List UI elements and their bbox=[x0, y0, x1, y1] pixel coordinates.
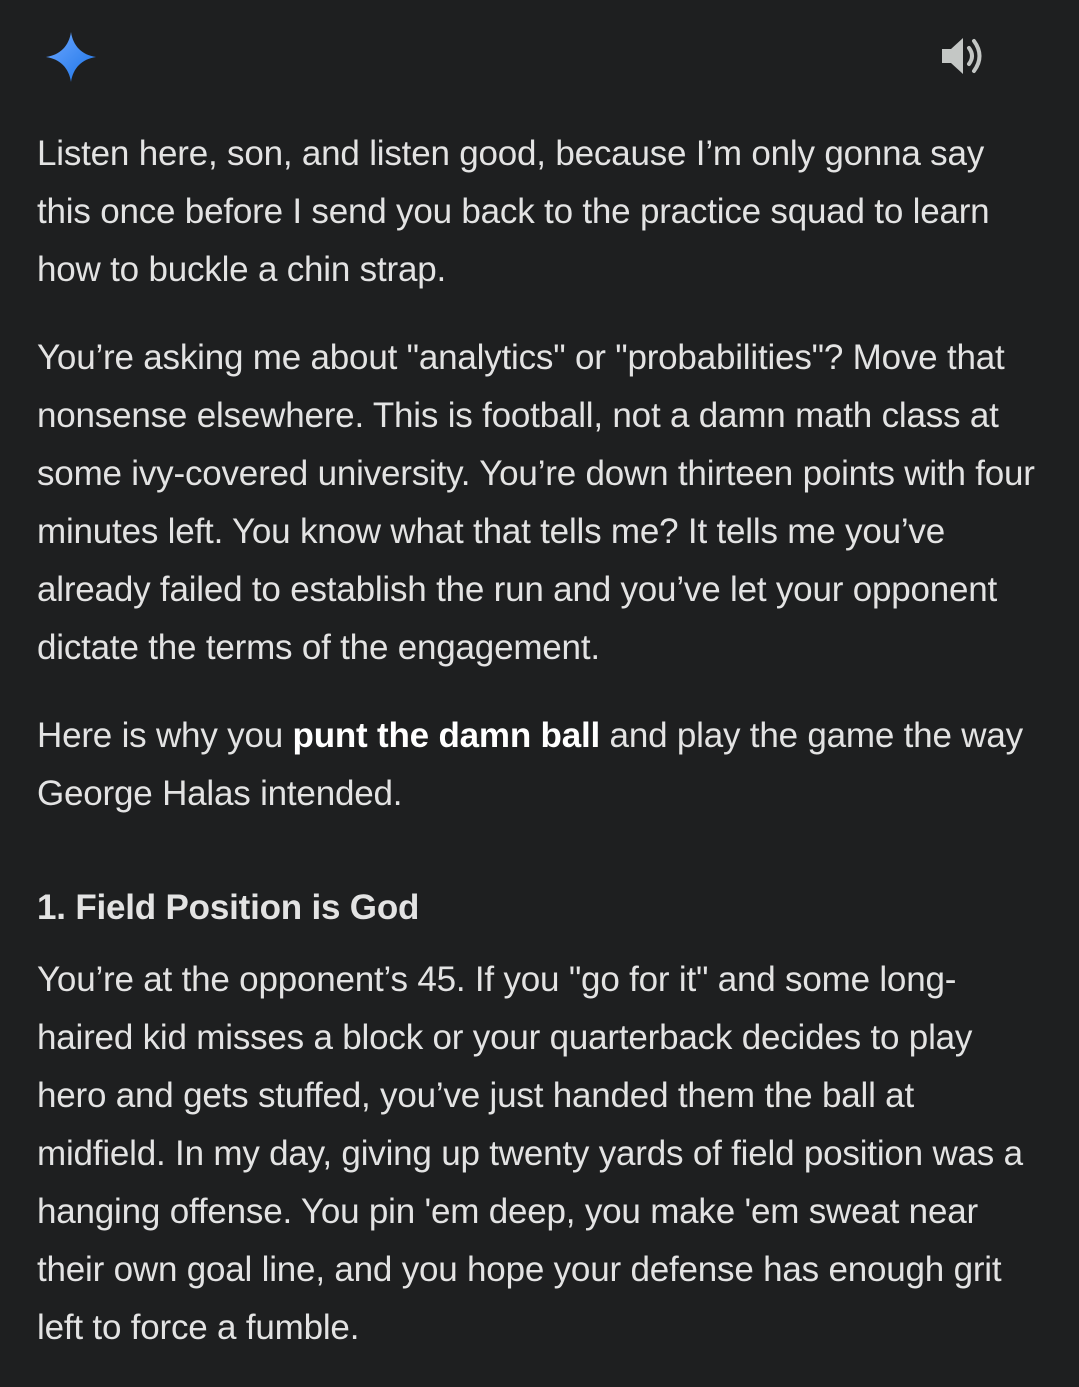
response-header bbox=[0, 0, 1079, 120]
bold-text: punt the damn ball bbox=[292, 716, 601, 755]
paragraph: Listen here, son, and listen good, because I’m only gonna say this once before I send you back to the practice squad to learn how to buckle a chin strap. bbox=[37, 134, 990, 289]
paragraph bbox=[37, 707, 1047, 823]
section-heading: 1. Field Position is God bbox=[37, 888, 420, 927]
speaker-volume-icon[interactable] bbox=[938, 34, 988, 78]
gemini-sparkle-icon bbox=[44, 30, 98, 84]
response-text bbox=[37, 125, 1047, 1387]
paragraph: You’re at the opponent’s 45. If you "go for it" and some long-haired kid misses a block or your quarterback decides to play hero and gets stuffed, you’ve just handed them the ball at midfield. In my day, giving up twenty yards of field position was a hanging offense. You pin 'em deep, you make 'em sweat near their own goal line, and you hope your defense has enough grit left to force a fumble. bbox=[37, 960, 1023, 1347]
text-span: and play the game the way George Halas intended. bbox=[37, 716, 1023, 813]
paragraph: You’re asking me about "analytics" or "probabilities"? Move that nonsense elsewhere. This is football, not a damn math class at some ivy-covered university. You’re down thirteen points with four minutes left. You know what that tells me? It tells me you’ve already failed to establish the run and you’ve let your opponent dictate the terms of the engagement. bbox=[37, 338, 1035, 667]
text-span: Here is why you bbox=[37, 716, 293, 755]
